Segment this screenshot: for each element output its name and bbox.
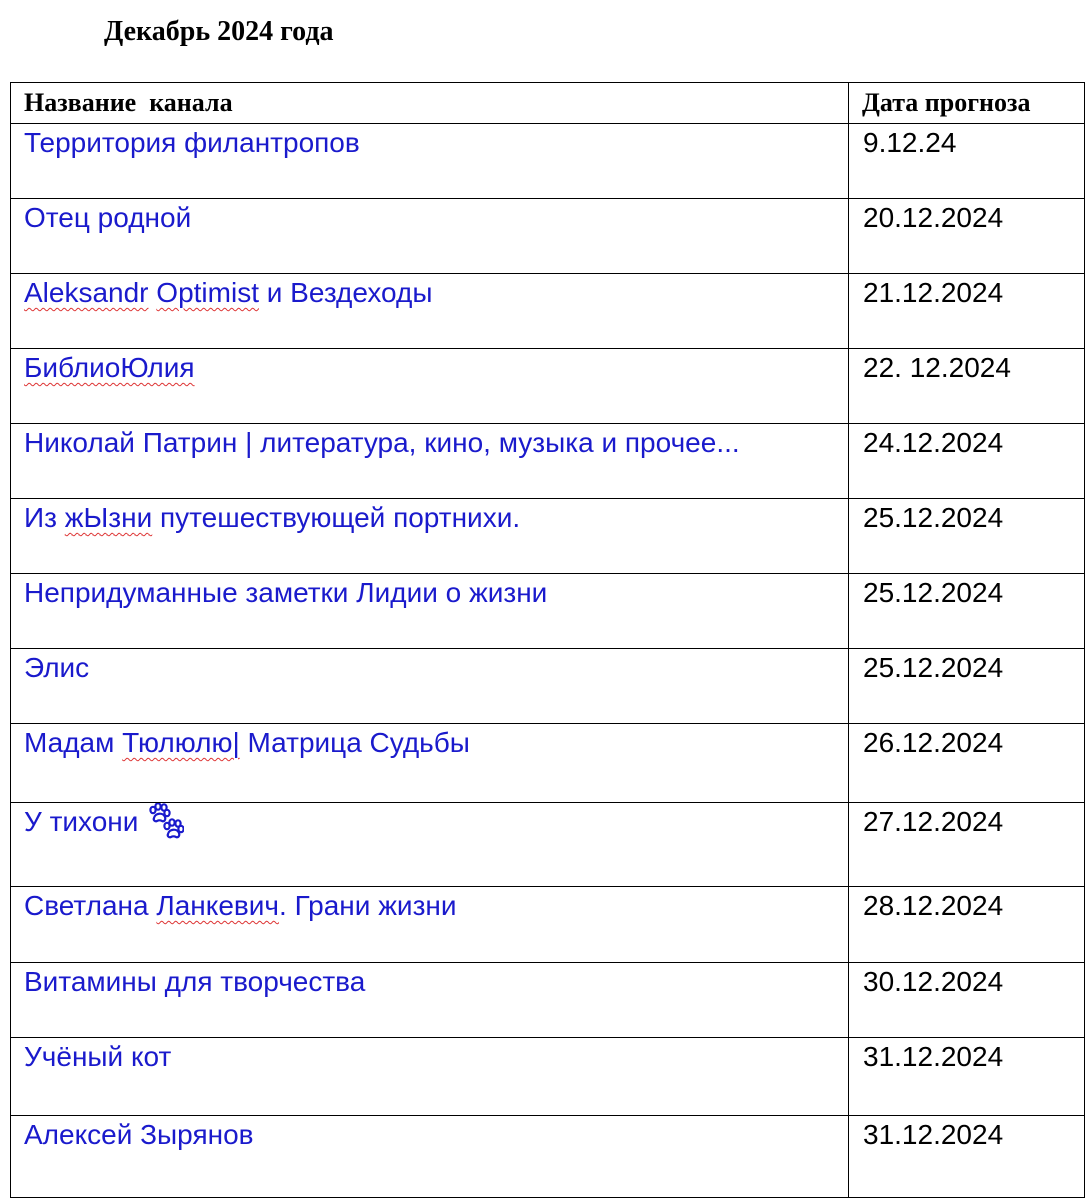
table-row [11, 424, 1085, 499]
misspelled-word: БиблиоЮлия [24, 352, 195, 383]
channel-name-cell [11, 724, 849, 803]
channel-name[interactable]: Учёный кот [24, 1041, 172, 1072]
forecast-date: 25.12.2024 [849, 649, 1085, 724]
forecast-date: 20.12.2024 [849, 199, 1085, 274]
channel-name[interactable]: Алексей Зырянов [24, 1119, 254, 1150]
channel-name[interactable]: Николай Патрин | литература, кино, музыка и прочее... [24, 427, 740, 458]
channel-name[interactable]: Отец родной [24, 202, 192, 233]
table-row [11, 124, 1085, 199]
table-row [11, 803, 1085, 887]
table-row [11, 199, 1085, 274]
forecast-date: 26.12.2024 [849, 724, 1085, 803]
channel-name[interactable]: Светлана Ланкевич. Грани жизни [24, 890, 457, 921]
forecast-date: 31.12.2024 [849, 1038, 1085, 1116]
forecast-date: 9.12.24 [849, 124, 1085, 199]
table-row [11, 574, 1085, 649]
forecast-date: 22. 12.2024 [849, 349, 1085, 424]
forecast-date: 25.12.2024 [849, 499, 1085, 574]
channel-name-cell [11, 274, 849, 349]
channel-name-cell [11, 1116, 849, 1198]
forecast-date: 31.12.2024 [849, 1116, 1085, 1198]
forecast-date: 28.12.2024 [849, 887, 1085, 963]
channel-name-cell [11, 199, 849, 274]
misspelled-word: Aleksandr [24, 277, 149, 308]
channel-name[interactable]: У тихони [24, 806, 139, 837]
paw-prints-icon [148, 803, 184, 853]
misspelled-word: Тюлюлю| [122, 727, 240, 758]
channel-name-cell [11, 499, 849, 574]
header-forecast-date: Дата прогноза [849, 83, 1085, 124]
channel-name-cell [11, 1038, 849, 1116]
channel-name[interactable] [24, 352, 195, 383]
channel-name-cell [11, 803, 849, 887]
table-row [11, 963, 1085, 1038]
channel-name-cell [11, 424, 849, 499]
channel-name-cell [11, 649, 849, 724]
channel-name-cell [11, 887, 849, 963]
channel-name[interactable]: Из жЫзни путешествующей портнихи. [24, 502, 521, 533]
forecast-date: 21.12.2024 [849, 274, 1085, 349]
table-row [11, 499, 1085, 574]
channel-name[interactable]: Непридуманные заметки Лидии о жизни [24, 577, 548, 608]
channel-name-cell [11, 349, 849, 424]
channel-name-cell [11, 574, 849, 649]
channel-name-cell [11, 124, 849, 199]
channels-table [10, 82, 1085, 1198]
table-row [11, 724, 1085, 803]
forecast-date: 25.12.2024 [849, 574, 1085, 649]
table-row [11, 649, 1085, 724]
table-row [11, 1116, 1085, 1198]
channel-name[interactable]: Витамины для творчества [24, 966, 366, 997]
channel-name-cell [11, 963, 849, 1038]
table-row [11, 274, 1085, 349]
table-row [11, 1038, 1085, 1116]
table-row [11, 887, 1085, 963]
table-header-row [11, 83, 1085, 124]
forecast-date: 24.12.2024 [849, 424, 1085, 499]
channel-name[interactable]: Мадам Тюлюлю| Матрица Судьбы [24, 727, 470, 758]
table-row [11, 349, 1085, 424]
misspelled-word: жЫзни [64, 502, 153, 533]
forecast-date: 27.12.2024 [849, 803, 1085, 887]
channel-name[interactable]: Aleksandr Optimist и Вездеходы [24, 277, 433, 308]
forecast-date: 30.12.2024 [849, 963, 1085, 1038]
misspelled-word: Optimist [156, 277, 259, 308]
header-channel-name: Название канала [11, 83, 849, 124]
channel-name[interactable]: Территория филантропов [24, 127, 360, 158]
misspelled-word: Ланкевич [156, 890, 280, 921]
channel-name[interactable]: Элис [24, 652, 90, 683]
document-title: Декабрь 2024 года [104, 16, 334, 47]
